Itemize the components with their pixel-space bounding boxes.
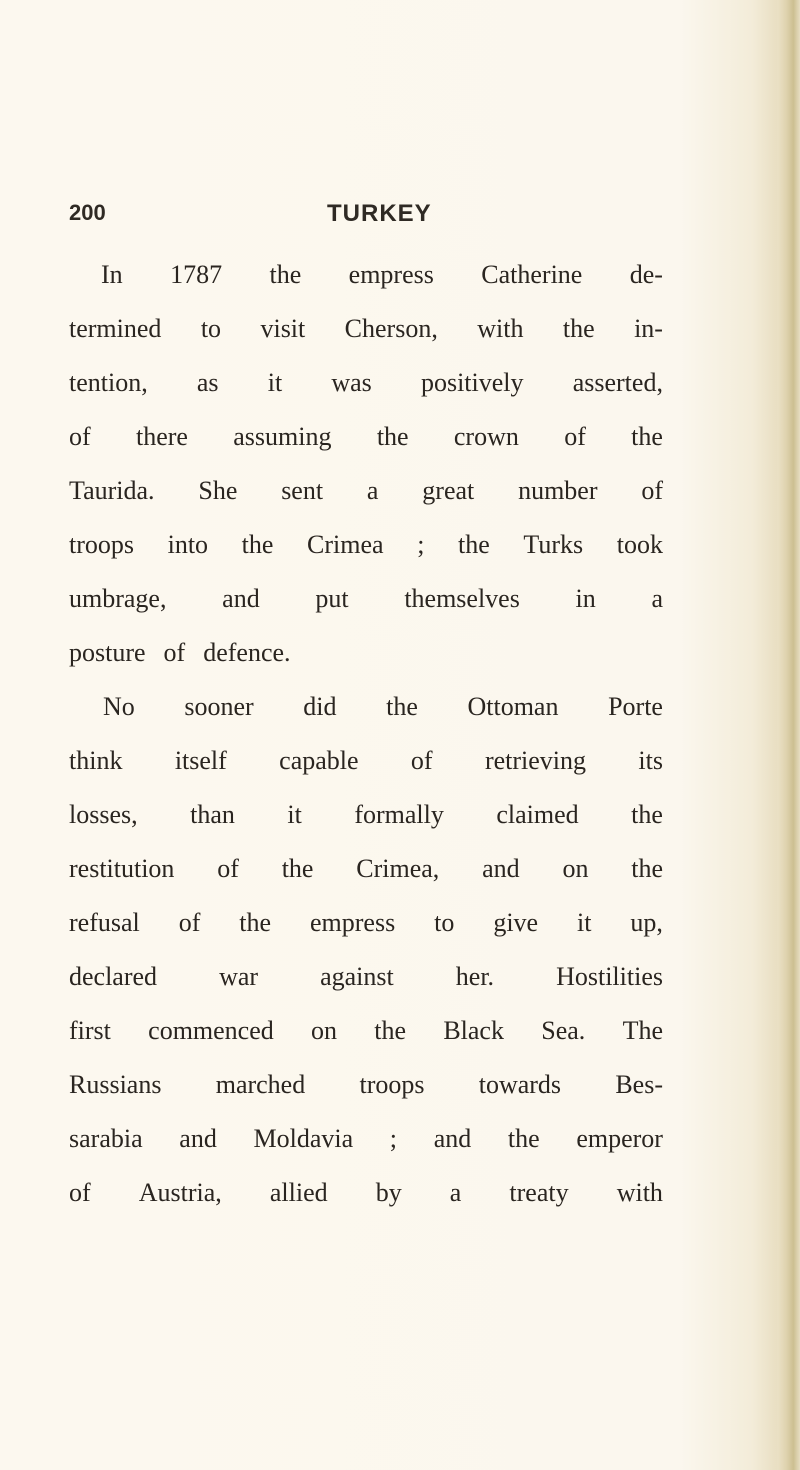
word: and — [482, 854, 520, 883]
text-line — [69, 842, 663, 896]
word: war — [219, 962, 259, 991]
word: of — [69, 1178, 91, 1207]
word: against — [320, 962, 394, 991]
word: claimed — [496, 800, 579, 829]
word: its — [638, 746, 663, 775]
word: of — [641, 476, 663, 505]
word: the — [269, 260, 302, 289]
word: Bes- — [615, 1070, 663, 1099]
word: tention, — [69, 368, 148, 397]
word: capable — [279, 746, 359, 775]
word: a — [366, 476, 379, 505]
text-line — [69, 1112, 663, 1166]
text-line — [69, 1058, 663, 1112]
word: 1787 — [170, 260, 223, 289]
word: on — [562, 854, 589, 883]
text-line — [69, 950, 663, 1004]
word: treaty — [509, 1178, 569, 1207]
text-line — [69, 788, 663, 842]
text-line — [69, 1166, 663, 1220]
word: and — [222, 584, 260, 613]
word: troops — [359, 1070, 425, 1099]
word: the — [386, 692, 418, 721]
word: into — [167, 530, 209, 559]
word: sooner — [184, 692, 254, 721]
word: ; — [389, 1124, 398, 1153]
word: de- — [629, 260, 663, 289]
word: asserted, — [572, 368, 663, 397]
word: as — [196, 368, 219, 397]
text-line — [69, 680, 663, 734]
word: assuming — [233, 422, 332, 451]
text-line — [69, 464, 663, 518]
text-line — [69, 896, 663, 950]
word: marched — [215, 1070, 306, 1099]
word: ; — [417, 530, 425, 559]
word: on — [311, 1016, 338, 1045]
word: her. — [455, 962, 495, 991]
word: umbrage, — [69, 584, 167, 613]
word: emperor — [576, 1124, 663, 1153]
word: She — [198, 476, 238, 505]
word: restitution — [69, 854, 175, 883]
word: the — [507, 1124, 540, 1153]
word: Black — [443, 1016, 504, 1045]
word: Turks — [523, 530, 584, 559]
word: the — [241, 530, 274, 559]
word: sarabia — [69, 1124, 143, 1153]
word: first — [69, 1016, 111, 1045]
text-line — [69, 734, 663, 788]
word: with — [477, 314, 524, 343]
word: of — [564, 422, 586, 451]
word: No — [103, 692, 135, 721]
word: positively — [420, 368, 524, 397]
word: was — [331, 368, 372, 397]
word: and — [433, 1124, 472, 1153]
word: the — [239, 908, 272, 937]
word: Moldavia — [253, 1124, 354, 1153]
word: Crimea, — [356, 854, 440, 883]
word: In — [101, 260, 123, 289]
word: it — [577, 908, 592, 937]
word: than — [190, 800, 235, 829]
word: the — [374, 1016, 407, 1045]
word: losses, — [69, 800, 138, 829]
word: formally — [354, 800, 444, 829]
text-line — [69, 410, 663, 464]
word: refusal — [69, 908, 140, 937]
word: Porte — [608, 692, 663, 721]
word: a — [651, 584, 663, 613]
word: troops — [69, 530, 134, 559]
word: of — [217, 854, 239, 883]
word: the — [562, 314, 595, 343]
word: empress — [348, 260, 434, 289]
word: crown — [453, 422, 519, 451]
word: Ottoman — [467, 692, 559, 721]
word: it — [287, 800, 302, 829]
word: commenced — [148, 1016, 274, 1045]
word: towards — [478, 1070, 562, 1099]
text-line — [69, 626, 663, 680]
running-head — [69, 200, 629, 236]
word: to — [434, 908, 455, 937]
word: of — [69, 422, 91, 451]
word: give — [493, 908, 539, 937]
word: posture — [69, 638, 146, 667]
word: of — [163, 638, 186, 667]
word: Crimea — [307, 530, 384, 559]
word: by — [375, 1178, 402, 1207]
word: in- — [634, 314, 663, 343]
word: itself — [174, 746, 227, 775]
word: Catherine — [481, 260, 583, 289]
word: themselves — [404, 584, 520, 613]
word: with — [616, 1178, 663, 1207]
page-number: 200 — [69, 200, 106, 225]
word: did — [303, 692, 337, 721]
word: declared — [69, 962, 158, 991]
word: The — [622, 1016, 663, 1045]
word: put — [315, 584, 349, 613]
word: it — [267, 368, 283, 397]
word: the — [281, 854, 314, 883]
word: defence. — [203, 638, 291, 667]
page-edge-shadow — [778, 0, 800, 1470]
word: of — [410, 746, 433, 775]
word: great — [422, 476, 475, 505]
word: in — [575, 584, 596, 613]
word: Cherson, — [344, 314, 438, 343]
word: the — [376, 422, 409, 451]
text-line — [69, 1004, 663, 1058]
body-text — [69, 248, 663, 1220]
word: think — [69, 746, 123, 775]
word: the — [631, 854, 663, 883]
word: of — [178, 908, 201, 937]
word: retrieving — [484, 746, 587, 775]
text-line — [69, 356, 663, 410]
word: Russians — [69, 1070, 162, 1099]
word: and — [179, 1124, 217, 1153]
page-header-title: TURKEY — [327, 200, 432, 227]
word: the — [458, 530, 490, 559]
word: took — [616, 530, 663, 559]
word: Austria, — [138, 1178, 222, 1207]
word: the — [631, 800, 663, 829]
word: Sea. — [541, 1016, 586, 1045]
word: there — [135, 422, 188, 451]
word: allied — [269, 1178, 328, 1207]
word: to — [200, 314, 222, 343]
text-line — [69, 572, 663, 626]
text-line — [69, 518, 663, 572]
word: the — [631, 422, 663, 451]
text-line — [69, 302, 663, 356]
word: empress — [310, 908, 396, 937]
text-line — [69, 248, 663, 302]
word: number — [518, 476, 598, 505]
word: a — [449, 1178, 462, 1207]
word: sent — [281, 476, 324, 505]
word: visit — [260, 314, 306, 343]
word: Hostilities — [556, 962, 663, 991]
word: termined — [69, 314, 162, 343]
word: up, — [630, 908, 663, 937]
word: Taurida. — [69, 476, 155, 505]
